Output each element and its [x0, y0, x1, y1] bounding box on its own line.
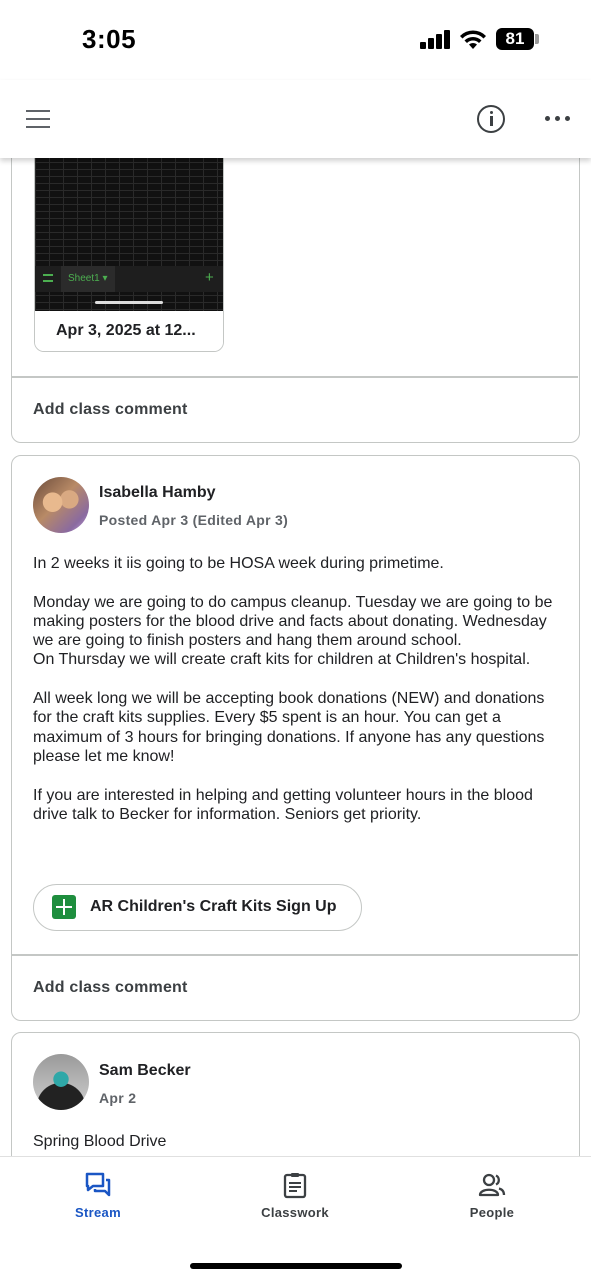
battery-tip	[535, 34, 539, 44]
tab-label: Classwork	[261, 1205, 329, 1220]
post-date: Apr 2	[99, 1090, 137, 1106]
menu-icon[interactable]	[24, 108, 52, 130]
sheet-tab-bar	[35, 266, 223, 292]
app-bar	[0, 80, 591, 158]
avatar	[33, 1054, 89, 1110]
attachment-label: AR Children's Craft Kits Sign Up	[90, 898, 337, 915]
tab-label: People	[469, 1205, 515, 1220]
status-time: 3:05	[82, 24, 137, 54]
attachment-thumbnail[interactable]	[34, 141, 224, 352]
attachment-chip[interactable]	[33, 884, 362, 931]
post-body: Spring Blood Drive	[33, 1133, 167, 1150]
tab-label: Stream	[75, 1205, 121, 1220]
post-author: Isabella Hamby	[99, 484, 216, 501]
add-class-comment[interactable]: Add class comment	[33, 979, 188, 996]
divider	[12, 954, 578, 956]
status-bar	[0, 0, 591, 80]
sheet-tab: Sheet1 ▾	[61, 266, 115, 292]
cellular-signal-icon	[420, 29, 452, 49]
post-body: In 2 weeks it iis going to be HOSA week during primetime. Monday we are going to do campus cleanup. Tuesday we are going to be making posters for the blood drive and facts about donating. Wednesday we are going to finish posters and hang them around school. On Thursday we will create craft kits for children at Children's hospital. All week long we will be accepting book donations (NEW) and donations for the craft kits supplies. Every $5 spent is an hour. You can get a maximum of 3 hours for bringing donations. If anyone has any questions please let me know! If you are interested in helping and getting volunteer hours in the blood drive talk to Becker for information. Seniors get priority.	[33, 555, 553, 823]
tab-classwork[interactable]	[235, 1171, 355, 1223]
battery-icon: 81	[496, 28, 534, 50]
info-icon[interactable]	[477, 105, 505, 133]
stream-icon	[84, 1171, 112, 1199]
post-card	[11, 140, 580, 443]
add-class-comment[interactable]: Add class comment	[33, 401, 188, 418]
classwork-icon	[281, 1171, 309, 1199]
wifi-icon	[458, 27, 488, 51]
more-options-icon[interactable]	[545, 116, 571, 122]
sheet-list-icon	[43, 274, 53, 282]
tab-stream[interactable]	[38, 1171, 158, 1223]
google-sheets-icon	[52, 895, 76, 919]
avatar	[33, 477, 89, 533]
people-icon	[478, 1171, 506, 1199]
tab-people[interactable]	[432, 1171, 552, 1223]
home-indicator-preview	[95, 301, 163, 304]
add-sheet-icon: +	[205, 269, 214, 286]
home-indicator[interactable]	[190, 1263, 402, 1269]
post-author: Sam Becker	[99, 1062, 191, 1079]
divider	[12, 376, 578, 378]
post-card	[11, 455, 580, 1021]
post-date: Posted Apr 3 (Edited Apr 3)	[99, 512, 289, 528]
bottom-navigation	[0, 1156, 591, 1280]
attachment-caption: Apr 3, 2025 at 12...	[35, 311, 223, 351]
